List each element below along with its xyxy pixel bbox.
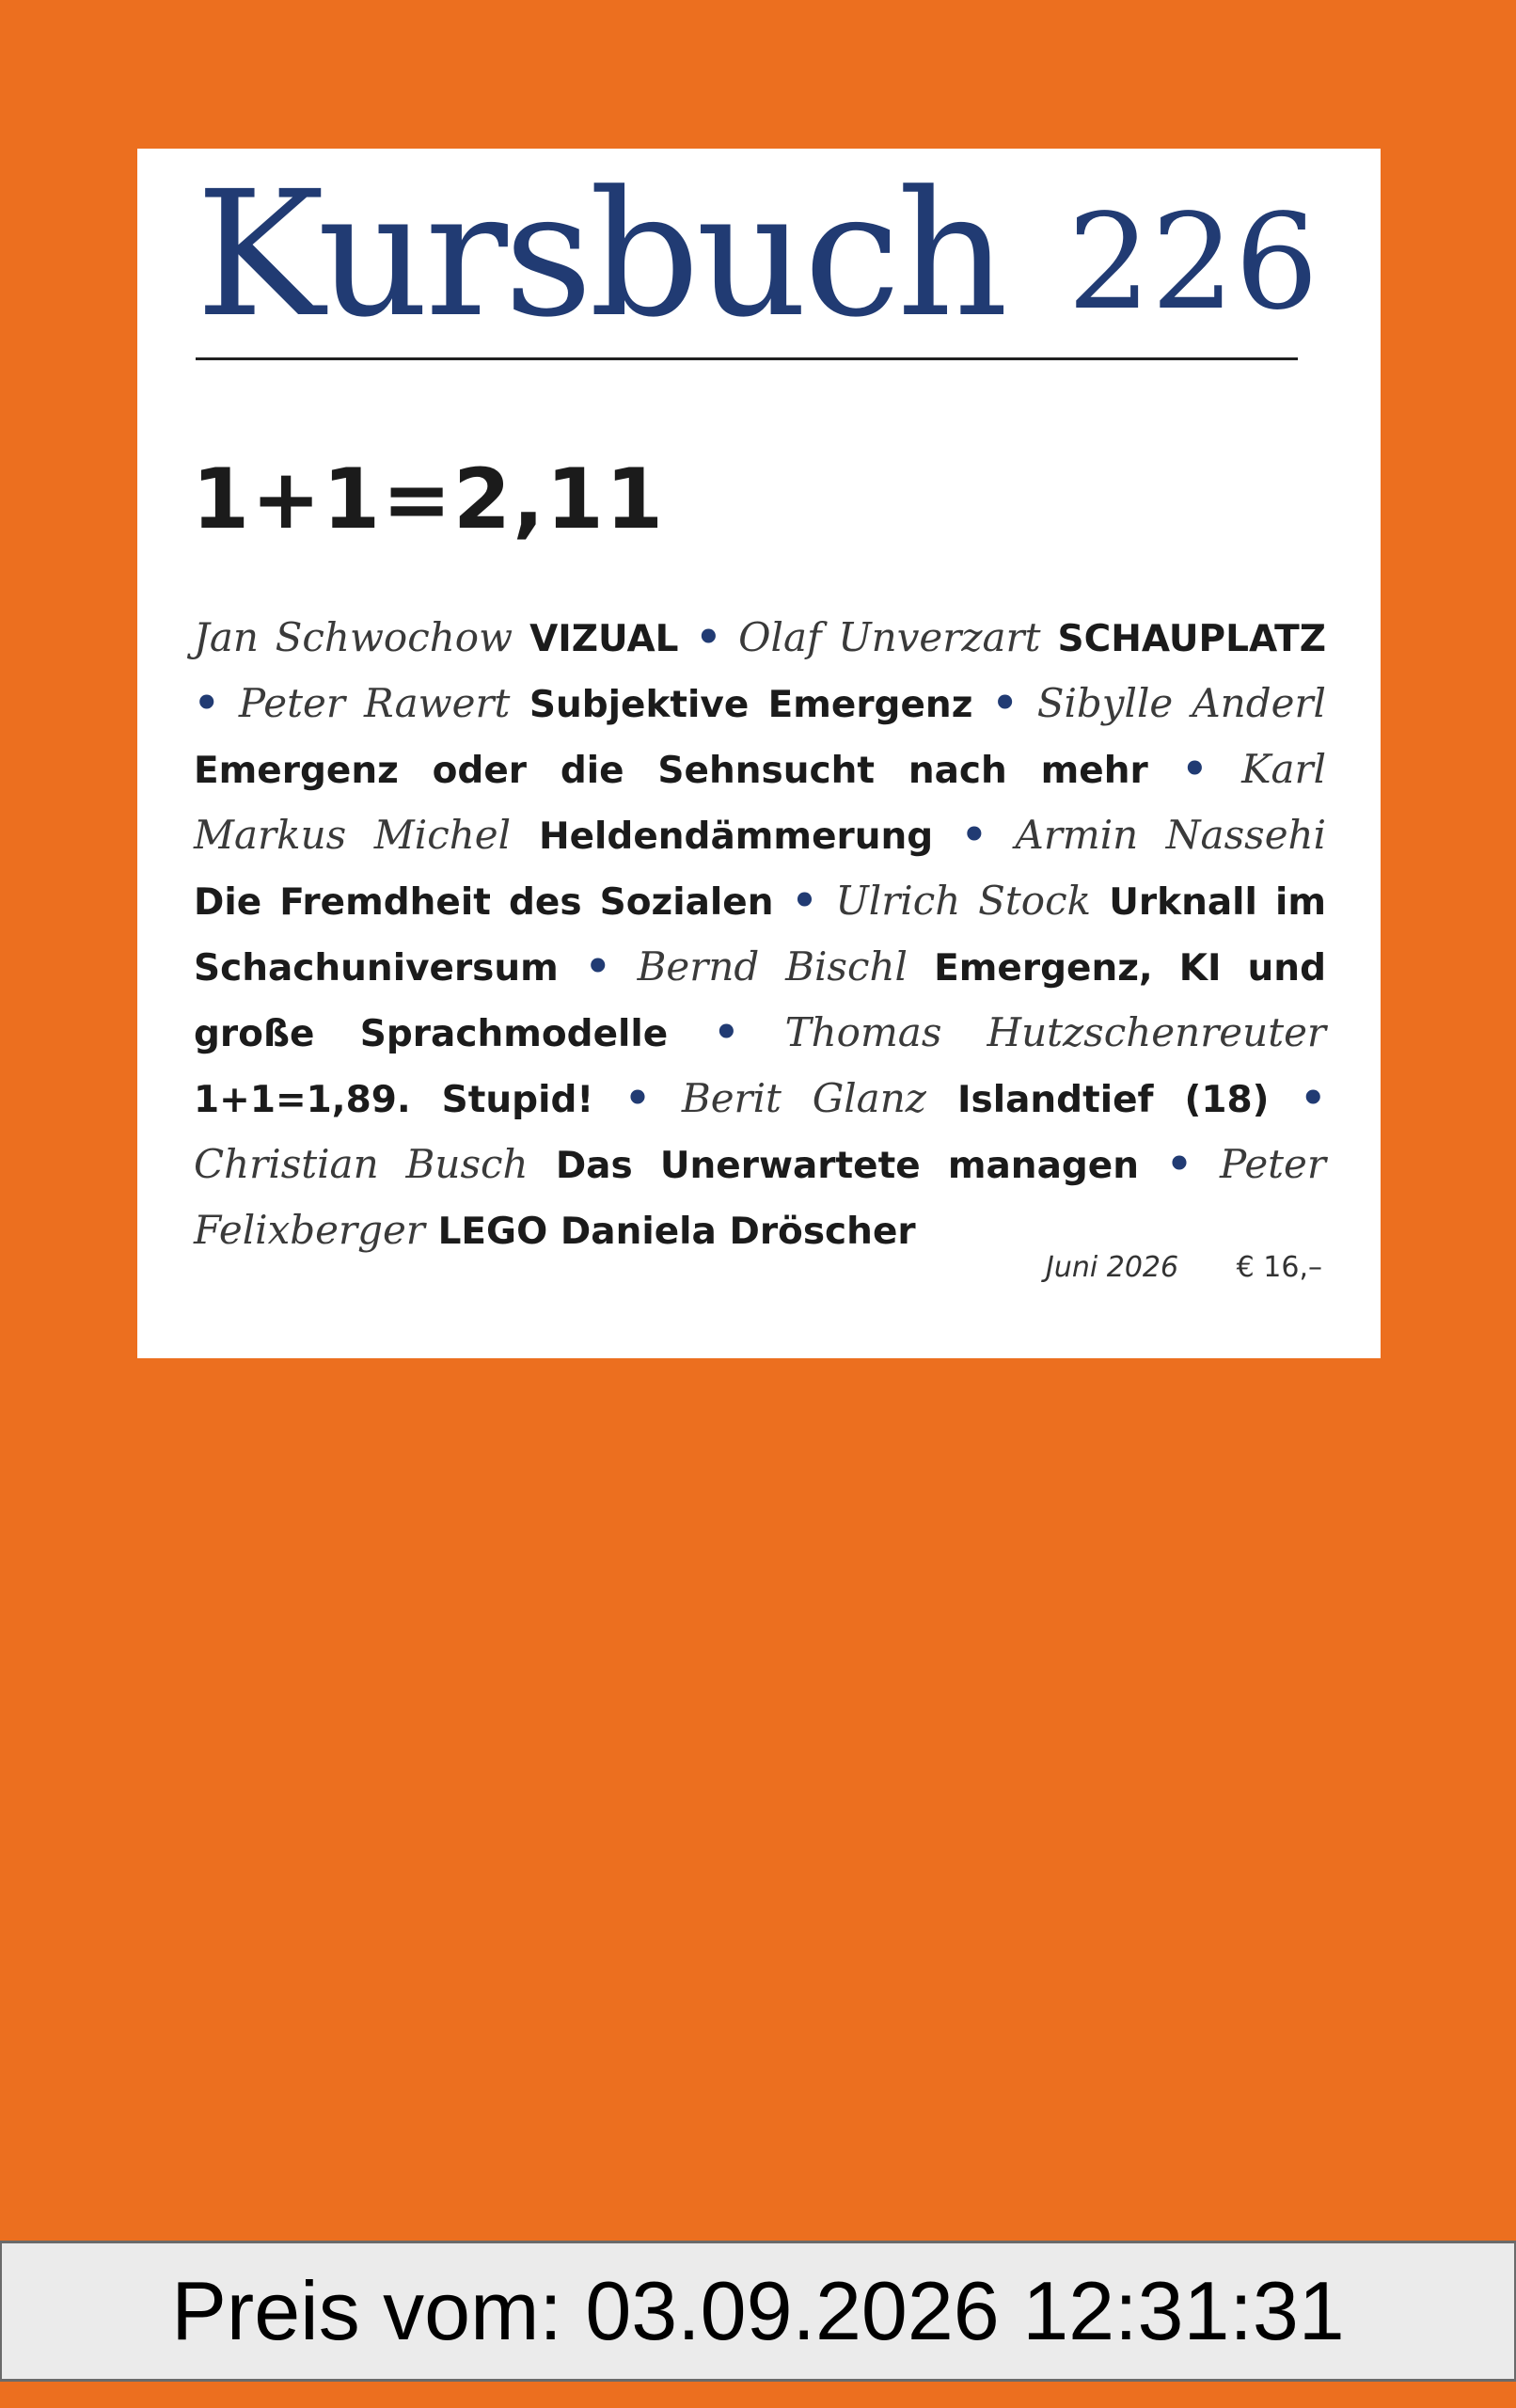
- contents-author: Jan Schwochow: [194, 614, 513, 660]
- contents-title: Heldendämmerung: [538, 816, 934, 858]
- contents-title: Das Unerwartete managen: [555, 1145, 1140, 1187]
- contents-author: Sibylle Anderl: [1036, 680, 1326, 726]
- separator-dot: •: [791, 878, 818, 925]
- contents-title: Urknall im Schachuniversum: [194, 881, 1327, 990]
- separator-dot: •: [624, 1075, 651, 1122]
- magazine-name: Kursbuch: [196, 154, 1005, 356]
- cover-panel: [137, 149, 1381, 1358]
- contents-title: LEGO: [437, 1211, 548, 1253]
- contents-title: Emergenz, KI und große Sprachmodelle: [194, 947, 1326, 1055]
- contents-author: Berit Glanz: [681, 1075, 926, 1121]
- contents-author: Olaf Unverzart: [738, 614, 1041, 660]
- contents-author: Peter Rawert: [238, 680, 511, 726]
- separator-dot: •: [584, 943, 611, 990]
- separator-dot: •: [713, 1009, 740, 1056]
- contents-author: Ulrich Stock: [835, 878, 1092, 924]
- masthead-rule: [196, 357, 1298, 360]
- contents-title: Emergenz oder die Sehnsucht nach mehr: [194, 750, 1148, 792]
- separator-dot: •: [695, 614, 722, 661]
- contents-title: Daniela Dröscher: [560, 1211, 916, 1253]
- issue-title: 1+1=2,11: [192, 451, 666, 547]
- contents-author: Peter Felixberger: [194, 1141, 1326, 1253]
- contents-title: Subjektive Emergenz: [529, 684, 973, 726]
- contents-author: Christian Busch: [194, 1141, 529, 1187]
- contents-title: Die Fremdheit des Sozialen: [194, 881, 774, 924]
- separator-dot: •: [194, 680, 220, 727]
- table-of-contents: [194, 606, 1326, 1264]
- contents-title: 1+1=1,89. Stupid!: [194, 1079, 594, 1121]
- contents-author: Bernd Bischl: [637, 943, 908, 990]
- issue-date: Juni 2026: [1046, 1251, 1179, 1284]
- masthead: [196, 154, 1322, 356]
- contents-author: Karl Markus Michel: [194, 746, 1327, 858]
- separator-dot: •: [961, 812, 987, 859]
- separator-dot: •: [1181, 746, 1208, 793]
- issue-price: € 16,–: [1236, 1251, 1322, 1284]
- contents-author: Thomas Hutzschenreuter: [784, 1009, 1327, 1055]
- price-timestamp-banner: Preis vom: 03.09.2026 12:31:31: [0, 2241, 1516, 2382]
- contents-title: Islandtief (18): [957, 1079, 1270, 1121]
- contents-title: SCHAUPLATZ: [1057, 618, 1326, 660]
- contents-title: VIZUAL: [529, 618, 679, 660]
- issue-footer: [1046, 1249, 1322, 1287]
- issue-number: 226: [1066, 186, 1319, 340]
- separator-dot: •: [1166, 1141, 1192, 1188]
- separator-dot: •: [991, 680, 1019, 727]
- contents-author: Armin Nassehi: [1015, 812, 1327, 858]
- separator-dot: •: [1300, 1075, 1327, 1122]
